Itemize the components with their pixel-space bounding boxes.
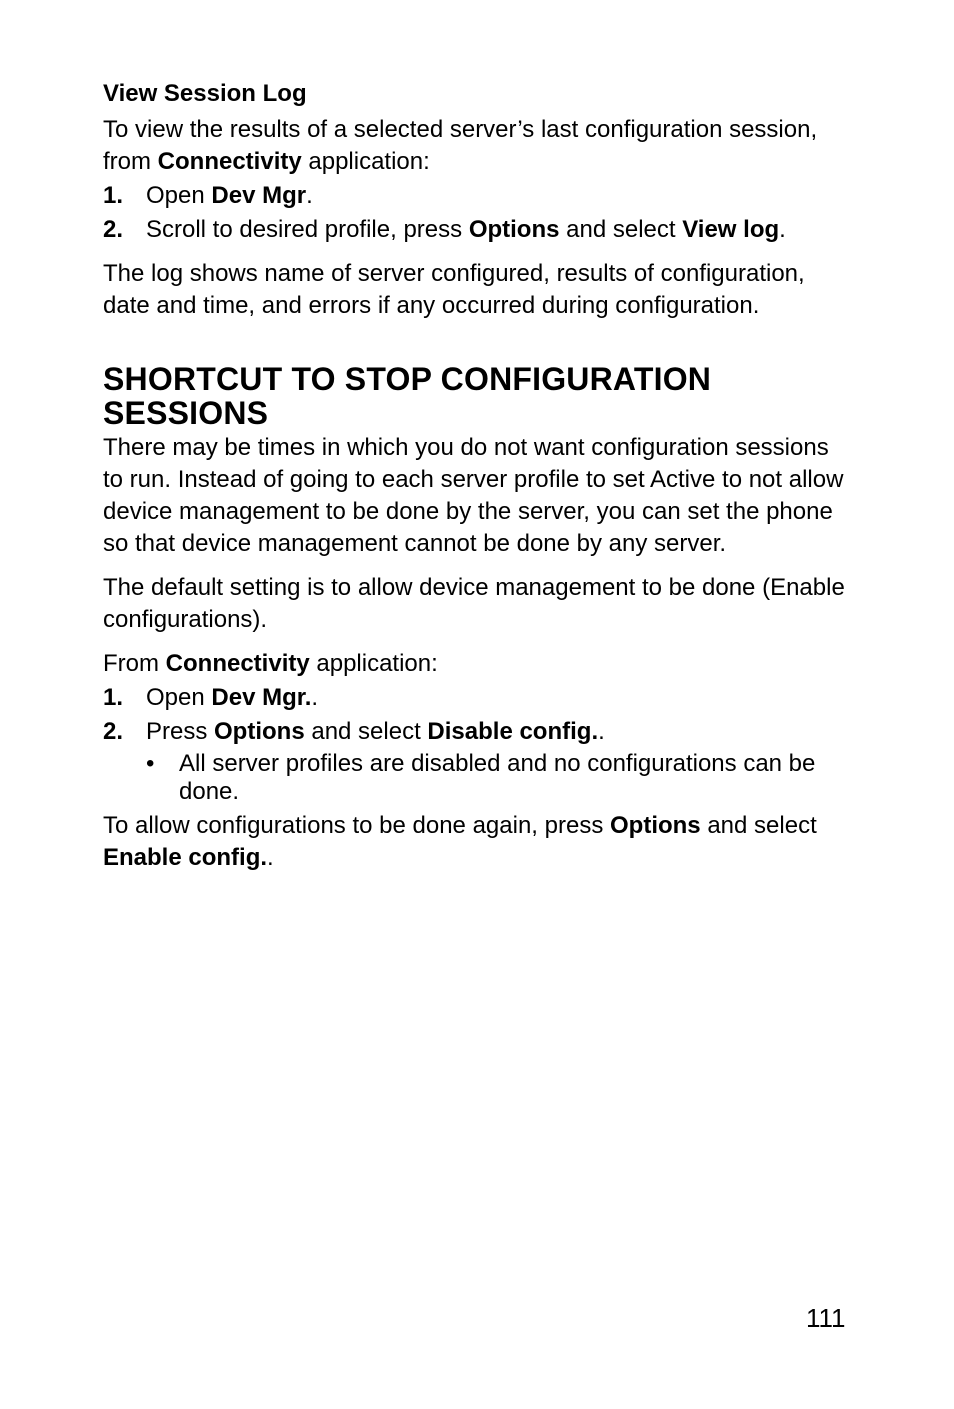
- step-bold: View log: [682, 216, 780, 243]
- closing-bold-enable-config: Enable config.: [103, 844, 268, 871]
- step-text: and select: [559, 216, 683, 243]
- step-text: Scroll to desired profile, press: [146, 216, 469, 243]
- closing-text-end: .: [267, 844, 274, 871]
- step-2: [103, 716, 853, 748]
- step-text: Press: [146, 718, 215, 745]
- step-bold: Dev Mgr.: [211, 684, 312, 711]
- shortcut-para-1: There may be times in which you do not want configuration sessions to run. Instead of going to each server profile to set Active to not allow device management to be done by the server, you can set the phone so that device management cannot be done by any server.: [103, 434, 844, 557]
- closing-text: and select: [700, 812, 817, 839]
- step-number: 1.: [103, 684, 124, 711]
- bullet-text: All server profiles are disabled and no configurations can be done.: [179, 750, 816, 805]
- closing-bold-options: Options: [610, 812, 701, 839]
- step-bold: Options: [214, 718, 305, 745]
- step-number: 2.: [103, 216, 124, 243]
- view-log-note: The log shows name of server configured, results of configuration, date and time, and errors if any occurred during configuration.: [103, 260, 805, 319]
- section-title-view-session-log: View Session Log: [103, 80, 307, 107]
- page-content: [103, 78, 853, 874]
- step-text: .: [598, 718, 605, 745]
- step-2: [103, 214, 853, 246]
- shortcut-from: [103, 648, 853, 680]
- closing-text: To allow configurations to be done again, press: [103, 812, 610, 839]
- step-bold: Disable config.: [427, 718, 599, 745]
- bullet-icon: •: [146, 750, 155, 777]
- step-1: [103, 682, 853, 714]
- intro-text-end: application:: [301, 148, 430, 175]
- from-text: From: [103, 650, 166, 677]
- step-text: Open: [146, 182, 212, 209]
- intro-text: To view the results of a selected server’s last configuration session, from: [103, 116, 818, 175]
- intro-bold-connectivity: Connectivity: [157, 148, 302, 175]
- step-text: and select: [304, 718, 428, 745]
- list-item: [103, 750, 853, 806]
- step-text: .: [311, 684, 319, 711]
- step-text: .: [779, 216, 786, 243]
- section-heading-shortcut: SHORTCUT TO STOP CONFIGURATION SESSIONS: [103, 361, 712, 431]
- view-log-steps: [103, 180, 853, 246]
- shortcut-closing: [103, 810, 853, 874]
- step-1: [103, 180, 853, 212]
- step-bold: Dev Mgr: [211, 182, 307, 209]
- step-text: Open: [146, 684, 212, 711]
- from-text-end: application:: [309, 650, 438, 677]
- step-number: 1.: [103, 182, 124, 209]
- shortcut-para-2: The default setting is to allow device management to be done (Enable configurations).: [103, 574, 845, 633]
- page-number: 111: [806, 1303, 846, 1333]
- from-bold-connectivity: Connectivity: [165, 650, 310, 677]
- step-bold: Options: [468, 216, 560, 243]
- shortcut-steps: [103, 682, 853, 748]
- step-number: 2.: [103, 718, 124, 745]
- shortcut-bullets: [103, 750, 853, 806]
- view-log-intro: [103, 114, 853, 178]
- step-text: .: [306, 182, 313, 209]
